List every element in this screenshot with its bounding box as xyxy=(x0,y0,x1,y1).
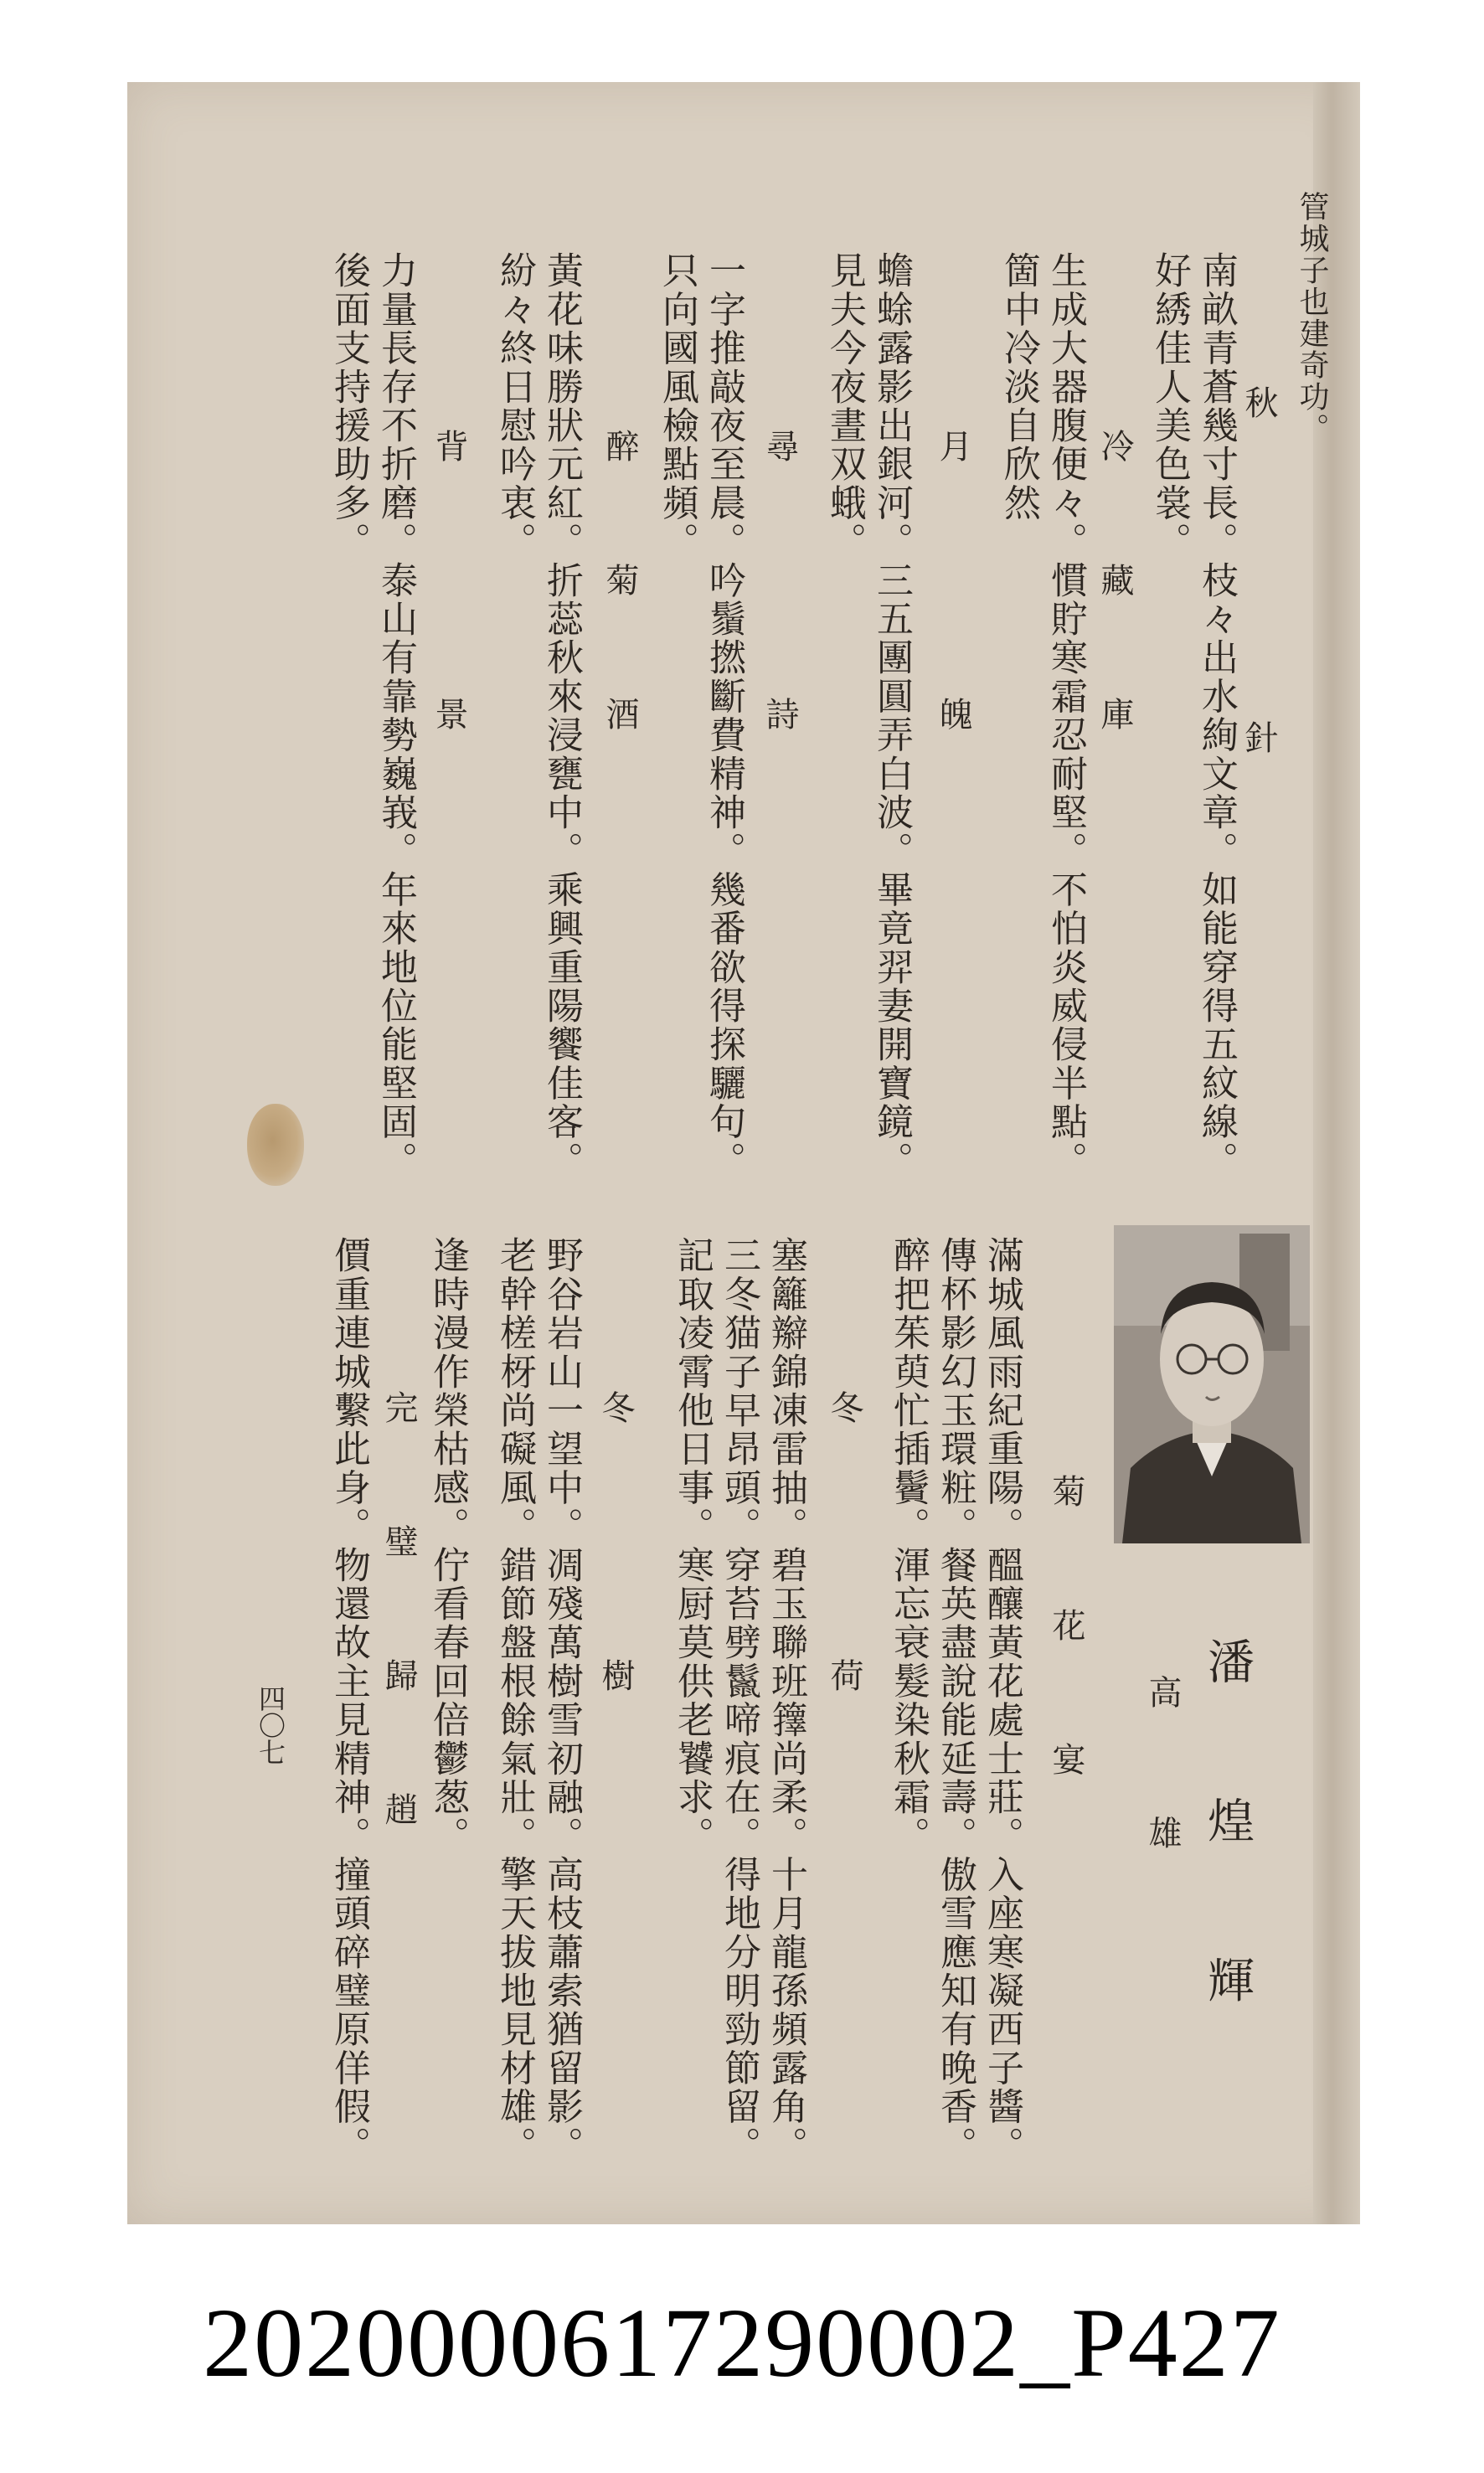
poem-title: 背 景 xyxy=(430,429,468,764)
poem-title: 月 魄 xyxy=(934,429,972,764)
poem-title: 醉 菊 酒 xyxy=(600,429,639,764)
archive-caption: 2020000617290002_P427 xyxy=(203,2288,1281,2398)
poem-line: 見夫今夜晝双蛾。 xyxy=(823,251,866,561)
author-name: 潘 煌 輝 xyxy=(1200,1637,1255,2036)
poem-line: 滿城風雨紀重陽。醞釀黃花處士莊。入座寒凝西子醬。 xyxy=(981,1236,1023,2165)
author-location: 高雄 xyxy=(1143,1675,1182,1956)
poem-line: 只向國風檢點頻。 xyxy=(656,251,698,561)
poem-line: 野谷岩山一望中。凋殘萬樹雪初融。高枝蕭索猶留影。 xyxy=(540,1236,583,2165)
author-portrait xyxy=(1114,1225,1310,1543)
poem-line: 管城子也建奇功。 xyxy=(1295,191,1329,445)
poem-line: 記取凌霄他日事。寒厨莫供老饕求。 xyxy=(671,1236,714,1856)
author-portrait-image xyxy=(1114,1225,1310,1543)
poem-line: 南畝青蒼幾寸長。枝々出水絢文章。如能穿得五紋線。 xyxy=(1195,251,1238,1180)
poem-line: 黃花味勝狀元紅。折蕊秋來浸甕中。乘興重陽饗佳客。 xyxy=(540,251,583,1180)
poem-line: 蟾蜍露影出銀河。三五團圓弄白波。畢竟羿妻開寶鏡。 xyxy=(870,251,913,1180)
poem-title: 菊 花 宴 xyxy=(1047,1474,1085,1809)
poem-line: 醉把茱萸忙插鬢。渾忘衰髮染秋霜。 xyxy=(887,1236,930,1856)
poem-title: 冬 樹 xyxy=(596,1390,635,1725)
poem-title: 冷 藏 庫 xyxy=(1095,429,1134,764)
page-number: 四〇七 xyxy=(255,1685,286,1765)
poem-title: 尋 詩 xyxy=(760,429,799,764)
poem-line: 老幹槎枒尚礙風。錯節盤根餘氣壯。擎天拔地見材雄。 xyxy=(493,1236,536,2165)
poem-line: 好綉佳人美色裳。 xyxy=(1148,251,1191,561)
poem-line: 價重連城繫此身。物還故主見精神。撞頭碎璧原佯假。 xyxy=(327,1236,370,2165)
poem-line: 一字推敲夜至晨。吟鬚撚斷費精神。幾番欲得探驪句。 xyxy=(703,251,745,1180)
poem-line: 傳杯影幻玉環粧。餐英盡說能延壽。傲雪應知有晚香。 xyxy=(934,1236,976,2165)
poem-title: 秋 針 xyxy=(1239,385,1278,787)
poem-line: 紛々終日慰吟衷。 xyxy=(493,251,536,561)
poem-line: 塞籬辮錦凍雷抽。碧玉聯班籜尚柔。十月龍孫頻露角。 xyxy=(765,1236,807,2165)
poem-line: 箇中冷淡自欣然 xyxy=(997,251,1040,523)
poem-line: 生成大器腹便々。慣貯寒霜忍耐堅。不怕炎威侵半點。 xyxy=(1044,251,1087,1180)
poem-title: 冬 荷 xyxy=(825,1390,863,1725)
poem-line: 力量長存不折磨。泰山有靠勢巍峩。年來地位能堅固。 xyxy=(374,251,417,1180)
poem-line: 逢時漫作榮枯感。佇看春回倍鬱葱。 xyxy=(426,1236,469,1856)
poem-title: 完 璧 歸 趙 xyxy=(379,1390,418,1859)
paper-stain xyxy=(247,1104,304,1186)
poem-line: 三冬猫子早昂頭。穿苔劈鬣啼痕在。得地分明勁節留。 xyxy=(718,1236,760,2165)
poem-line: 後面支持援助多。 xyxy=(327,251,370,561)
